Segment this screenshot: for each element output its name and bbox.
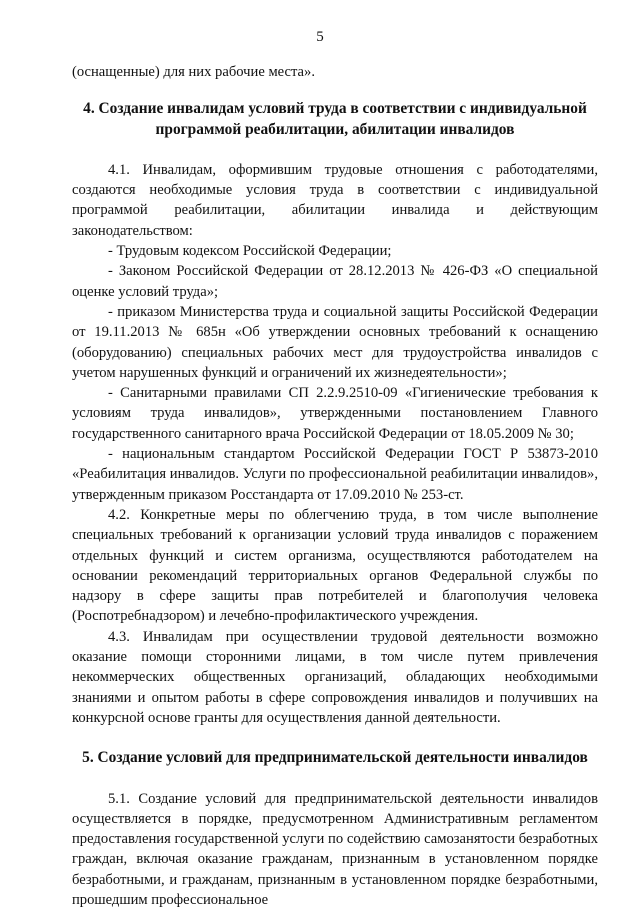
- list-item-sanitary-rules: - Санитарными правилами СП 2.2.9.2510-09 «Гигиенические требования к условиям труда инвалидов», утвержденными постановлением Главного государственного санитарного врача Российской Федерации от 18.05.2009 № 30;: [72, 383, 598, 444]
- paragraph-4-1: 4.1. Инвалидам, оформившим трудовые отношения с работодателями, создаются необходимые условия труда в соответствии с индивидуальной программой реабилитации, абилитации инвалида и действующим законодательством:: [72, 160, 598, 241]
- document-body: [72, 62, 598, 910]
- paragraph-5-1: 5.1. Создание условий для предпринимательской деятельности инвалидов осуществляется в порядке, предусмотренном Административным регламентом предоставления государственной услуги по содействию самозанятости безработных граждан, включая оказание гражданам, признанным в установленном порядке безработными, и гражданам, признанным в установленном порядке безработными, прошедшим профессиональное: [72, 789, 598, 910]
- paragraph-4-2: 4.2. Конкретные меры по облегчению труда, в том числе выполнение специальных требований к организации условий труда инвалидов с поражением отдельных функций и систем организма, осуществляются работодателем на основании рекомендаций территориальных органов Федеральной службы по надзору в сфере защиты прав потребителей и благополучия человека (Роспотребнадзором) и лечебно-профилактического учреждения.: [72, 505, 598, 627]
- list-item-labor-code: - Трудовым кодексом Российской Федерации;: [72, 241, 598, 261]
- section-5-heading: 5. Создание условий для предпринимательской деятельности инвалидов: [72, 748, 598, 768]
- intro-line: (оснащенные) для них рабочие места».: [72, 62, 598, 82]
- list-item-law-426: - Законом Российской Федерации от 28.12.2013 № 426-ФЗ «О специальной оценке условий труда»;: [72, 261, 598, 302]
- list-item-order-685n: - приказом Министерства труда и социальной защиты Российской Федерации от 19.11.2013 № 685н «Об утверждении основных требований к оснащению (оборудованию) специальных рабочих мест для трудоустройства инвалидов с учетом нарушенных функций и ограничений их жизнедеятельности»;: [72, 302, 598, 383]
- list-item-gost: - национальным стандартом Российской Федерации ГОСТ Р 53873-2010 «Реабилитация инвалидов. Услуги по профессиональной реабилитации инвалидов», утвержденным приказом Росстандарта от 17.09.2010 № 253-ст.: [72, 444, 598, 505]
- section-4-heading: 4. Создание инвалидам условий труда в соответствии с индивидуальной программой реабилитации, абилитации инвалидов: [72, 99, 598, 140]
- page-number: 5: [0, 28, 640, 46]
- paragraph-4-3: 4.3. Инвалидам при осуществлении трудовой деятельности возможно оказание помощи сторонними лицами, в том числе путем привлечения некоммерческих общественных организаций, обладающих необходимыми знаниями и опытом работы в сфере сопровождения инвалидов и получивших на конкурсной основе гранты для осуществления данной деятельности.: [72, 627, 598, 728]
